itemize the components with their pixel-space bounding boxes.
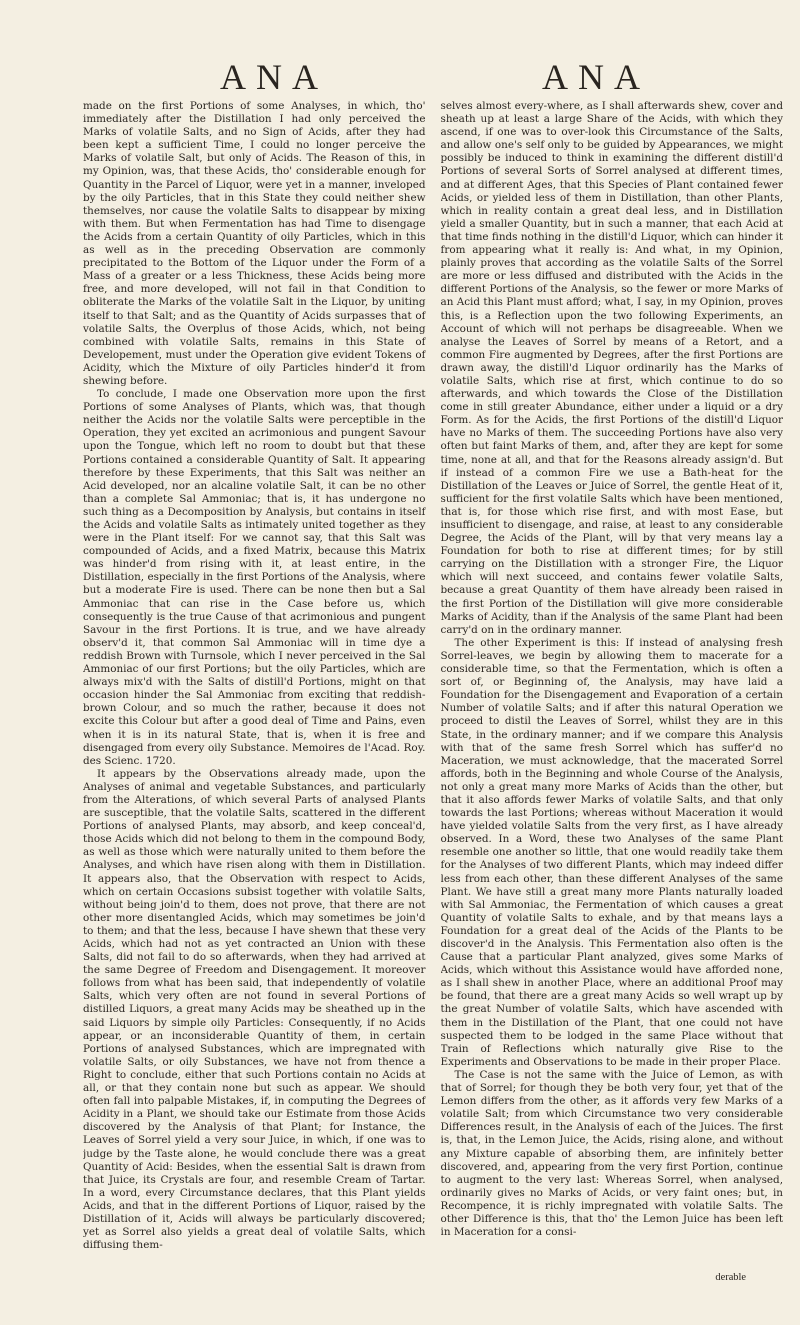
running-head-left: ANA [220, 57, 328, 97]
running-head-right: ANA [542, 57, 650, 97]
paragraph: The Case is not the same with the Juice of Lemon, as with that of Sorrel; for though they be both very four, yet that of the Lemon differs from the other, as it affords very few Marks of a volatile Salt; from which Circumstance two very considerable Differences result, in the Analysis of each of the Juices. The first is, that, in the Lemon Juice, the Acids, rising alone, and without any Mixture capable of absorbing them, are infinitely better discovered, and, appearing from the very first Portion, continue to augment to the very last: Whereas Sorrel, when analysed, ordinarily gives no Marks of Acids, or very faint ones; but, in Recompence, it is richly impregnated with volatile Salts. The other Difference is this, that tho' the Lemon Juice has been left in Maceration for a consi- [440, 1068, 783, 1239]
paragraph: made on the first Portions of some Analyses, in which, tho' immediately after the Distillation I had only perceived the Marks of volatile Salts, and no Sign of Acids, after they had been kept a sufficient Time, I could no longer perceive the Marks of volatile Salt, but only of Acids. The Reason of this, in my Opinion, was, that these Acids, tho' considerable enough for Quantity in the Parcel of Liquor, were yet in a manner, inveloped by the oily Particles, that in this State they could neither shew themselves, nor cause the volatile Salts to disappear by mixing with them. But when Fermentation has had Time to disengage the Acids from a certain Quantity of oily Particles, which in this as well as in the preceding Observation are commonly precipitated to the Bottom of the Liquor under the Form of a Mass of a greater or a less Thickness, these Acids being more free, and more developed, will not fail in that Condition to obliterate the Marks of the volatile Salt in the Liquor, by uniting itself to that Salt; and as the Quantity of Acids surpasses that of volatile Salts, the Overplus of those Acids, which, not being combined with volatile Salts, remains in this State of Developement, must under the Operation give evident Tokens of Acidity, which the Mixture of oily Particles hinder'd it from shewing before. [83, 100, 426, 387]
text-columns [83, 100, 783, 1265]
paragraph: It appears by the Observations already made, upon the Analyses of animal and vegetable Substances, and particularly from the Alterations, of which several Parts of analysed Plants are susceptible, that the volatile Salts, scattered in the different Portions of analysed Plants, may absorb, and keep conceal'd, those Acids which did not belong to them in the compound Body, as well as those which were naturally united to them before the Analyses, and which have risen along with them in Distillation. It appears also, that the Observation with respect to Acids, which on certain Occasions subsist together with volatile Salts, without being join'd to them, does not prove, that there are not other more disentangled Acids, which may sometimes be join'd to them; and that the less, because I have shewn that these very Acids, which had not as yet contracted an Union with these Salts, did not fail to do so afterwards, when they had arrived at the same Degree of Freedom and Disengagement. It moreover follows from what has been said, that independently of volatile Salts, which very often are not found in several Portions of distilled Liquors, a great many Acids may be sheathed up in the said Liquors by simple oily Particles: Consequently, if no Acids appear, or an inconsiderable Quantity of them, in certain Portions of analysed Substances, which are impregnated with volatile Salts, or oily Substances, we have not from thence a Right to conclude, either that such Portions contain no Acids at all, or that they contain none but such as appear. We should often fall into palpable Mistakes, if, in computing the Degrees of Acidity in a Plant, we should take our Estimate from those Acids discovered by the Analysis of that Plant; for Instance, the Leaves of Sorrel yield a very sour Juice, in which, if one was to judge by the Taste alone, he would conclude there was a great Quantity of Acid: Besides, when the essential Salt is drawn from that Juice, its Crystals are four, and resemble Cream of Tartar. In a word, every Circumstance declares, that this Plant yields Acids, and that in the different Portions of Liquor, raised by the Distillation of it, Acids will always be particularly discovered; yet as Sorrel also yields a great deal of volatile Salts, which diffusing them- [83, 767, 426, 1252]
right-column [441, 100, 784, 1265]
paragraph: selves almost every-where, as I shall afterwards shew, cover and sheath up at least a large Share of the Acids, with which they ascend, if one was to over-look this Circumstance of the Salts, and allow one's self only to be guided by Appearances, we might possibly be induced to think in examining the different distill'd Portions of several Sorts of Sorrel analysed at different times, and at different Ages, that this Species of Plant contained fewer Acids, or yielded less of them in Distillation, than other Plants, which in reality contain a great deal less, and in Distillation yield a smaller Quantity, but in such a manner, that each Acid at that time finds nothing in the distill'd Liquor, which can hinder it from appearing what it really is: And what, in my Opinion, plainly proves that according as the volatile Salts of the Sorrel are more or less diffused and distributed with the Acids in the different Portions of the Analysis, so the fewer or more Marks of an Acid this Plant must afford; what, I say, in my Opinion, proves this, is a Reflection upon the two following Experiments, an Account of which will not perhaps be disagreeable. When we analyse the Leaves of Sorrel by means of a Retort, and a common Fire augmented by Degrees, after the first Portions are drawn away, the distill'd Liquor ordinarily has the Marks of volatile Salts, which rise at first, which continue to do so afterwards, and which towards the Close of the Distillation come in still greater Abundance, either under a liquid or a dry Form. As for the Acids, the first Portions of the distill'd Liquor have no Marks of them. The succeeding Portions have also very often but faint Marks of them, and, after they are kept for some time, none at all, and that for the Reasons already assign'd. But if instead of a common Fire we use a Bath-heat for the Distillation of the Leaves or Juice of Sorrel, the gentle Heat of it, sufficient for the first volatile Salts which have been mentioned, that is, for those which rise first, and with most Ease, but insufficient to disengage, and raise, at least to any considerable Degree, the Acids of the Plant, will by that very means lay a Foundation for both to rise at different times; for by still carrying on the Distillation with a stronger Fire, the Liquor which will next succeed, and contains fewer volatile Salts, because a great Quantity of them have already been raised in the first Portion of the Distillation will give more considerable Marks of Acidity, than if the Analysis of the same Plant had been carry'd on in the ordinary manner. [440, 100, 783, 636]
paragraph: The other Experiment is this: If instead of analysing fresh Sorrel-leaves, we begin by allowing them to macerate for a considerable time, so that the Fermentation, which is often a sort of, or Beginning of, the Analysis, may have laid a Foundation for the Disengagement and Evaporation of a certain Number of volatile Salts; and if after this natural Operation we proceed to distil the Leaves of Sorrel, whilst they are in this State, in the ordinary manner; and if we compare this Analysis with that of the same fresh Sorrel which has suffer'd no Maceration, we must acknowledge, that the macerated Sorrel affords, both in the Beginning and whole Course of the Analysis, not only a great many more Marks of Acids than the other, but that it also affords fewer Marks of volatile Salts, and that only towards the last Portions; whereas without Maceration it would have yielded volatile Salts from the very first, as I have already observed. In a Word, these two Analyses of the same Plant resemble one another so little, that one would readily take them for the Analyses of two different Plants, which may indeed differ less from each other, than these different Analyses of the same Plant. We have still a great many more Plants naturally loaded with Sal Ammoniac, the Fermentation of which causes a great Quantity of volatile Salts to exhale, and by that means lays a Foundation for a great deal of the Acids of the Plants to be discover'd in the Analysis. This Fermentation also often is the Cause that a particular Plant analyzed, gives some Marks of Acids, which without this Assistance would have afforded none, as I shall shew in another Place, where an additional Proof may be found, that there are a great many Acids so well wrapt up by the great Number of volatile Salts, which have ascended with them in the Distillation of the Plant, that one could not have suspected them to be lodged in the same Place without that Train of Reflections which naturally give Rise to the Experiments and Observations to be made in their proper Place. [440, 636, 783, 1068]
running-header [0, 56, 800, 96]
left-column [83, 100, 426, 1265]
catchword: derable [715, 1272, 746, 1283]
paragraph: To conclude, I made one Observation more upon the first Portions of some Analyses of Plants, which was, that though neither the Acids nor the volatile Salts were perceptible in the Operation, they yet excited an acrimonious and pungent Savour upon the Tongue, which left no room to doubt but that these Portions contained a considerable Quantity of Salt. It appearing therefore by these Experiments, that this Salt was neither an Acid developed, nor an alcaline volatile Salt, it can be no other than a complete Sal Ammoniac; that is, it has undergone no such thing as a Decomposition by Analysis, but contains in itself the Acids and volatile Salts as intimately united together as they were in the Plant itself: For we cannot say, that this Salt was compounded of Acids, and a fixed Matrix, because this Matrix was hinder'd from rising with it, at least entire, in the Distillation, especially in the first Portions of the Analysis, where but a moderate Fire is used. There can be none then but a Sal Ammoniac that can rise in the Case before us, which consequently is the true Cause of that acrimonious and pungent Savour in the first Portions. It is true, and we have already observ'd it, that common Sal Ammoniac will in time dye a reddish Brown with Turnsole, which I never perceived in the Sal Ammoniac of our first Portions; but the oily Particles, which are always mix'd with the Salts of distill'd Portions, might on that occasion hinder the Sal Ammoniac from exciting that reddish-brown Colour, and so much the rather, because it does not excite this Colour but after a good deal of Time and Pains, even when it is in its natural State, that is, when it is free and disengaged from every oily Substance. Memoires de l'Acad. Roy. des Scienc. 1720. [83, 388, 426, 767]
